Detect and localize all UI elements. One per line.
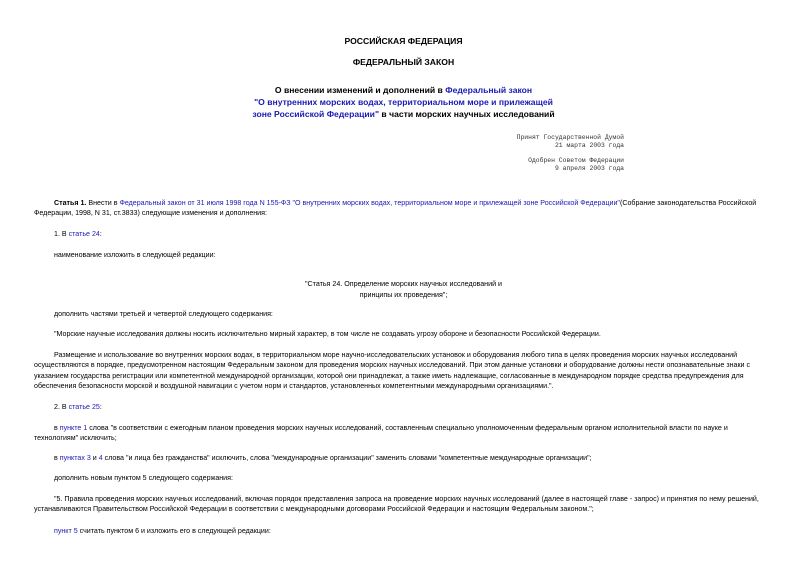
item-1-part-4 bbox=[34, 350, 769, 392]
doc-type-heading: ФЕДЕРАЛЬНЫЙ ЗАКОН bbox=[352, 57, 455, 67]
article-24-link[interactable]: статье 24 bbox=[68, 230, 100, 238]
points-3-4-text: слова "и лица без гражданства" исключить, слова "международные организации" заменить словами "компетентные международные организации"; bbox=[102, 454, 592, 462]
item-2-colon: : bbox=[99, 403, 102, 411]
point-1-text-cont: технологиям" исключить; bbox=[34, 434, 117, 443]
federal-law-link-line3[interactable]: зоне Российской Федерации" bbox=[252, 109, 380, 119]
item-1-name-instruction: наименование изложить в следующей редакции: bbox=[54, 251, 216, 259]
law-155-link[interactable]: Федеральный закон от 31 июля 1998 года N 155-ФЗ "О внутренних морских водах, территориальном море и прилежащей зоне Российской Федерации" bbox=[119, 199, 620, 207]
point-5-link[interactable]: пункт 5 bbox=[54, 527, 78, 535]
duma-adoption: Принят Государственной Думой bbox=[516, 134, 624, 141]
point-1-link[interactable]: пункте 1 bbox=[59, 424, 88, 432]
part-4-line2: осуществляются в порядке, предусмотренном настоящим Федеральным законом для проведения морских научных исследований. При этом данные установки и оборудование должны нести опознавательные знаки с bbox=[34, 361, 751, 370]
federal-law-link-line2[interactable]: "О внутренних морских водах, территориальном море и прилежащей bbox=[254, 97, 553, 107]
point-5-line1: "5. Правила проведения морских научных исследований, включая порядок представления запроса на проведение морских научных исследований (далее в настоящей главе - запрос) и принятия по нему решений, bbox=[54, 495, 759, 503]
article-25-link[interactable]: статье 25 bbox=[68, 403, 100, 411]
item-1-colon: : bbox=[99, 230, 102, 238]
article-1-text: Внести в bbox=[86, 199, 120, 207]
item-2-points-3-4 bbox=[54, 454, 592, 463]
article-24-new-name-line2: принципы их проведения"; bbox=[359, 291, 448, 299]
title-prefix: О внесении изменений и дополнений в bbox=[274, 85, 446, 95]
point-5-line2: устанавливаются Правительством Российской Федерации в соответствии с международными договорами Российской Федерации и настоящим Федеральным законом."; bbox=[34, 505, 594, 514]
article-1-source: (Собрание законодательства Российской bbox=[619, 199, 757, 207]
title-suffix: в части морских научных исследований bbox=[379, 109, 555, 119]
item-2-point-5-text bbox=[34, 494, 769, 515]
item-2-number: 2. В bbox=[54, 403, 69, 411]
duma-date: 21 марта 2003 года bbox=[554, 142, 624, 149]
item-1-supplement: дополнить частями третьей и четвертой следующего содержания: bbox=[54, 310, 273, 318]
point-5-renumber-text: считать пунктом 6 и изложить его в следующей редакции: bbox=[77, 527, 271, 535]
country-heading: РОССИЙСКАЯ ФЕДЕРАЦИЯ bbox=[344, 36, 463, 46]
part-4-line1: Размещение и использование во внутренних морских водах, в территориальном море научно-исследовательских установок и оборудования любого типа в целях проведения морских научных исследований bbox=[54, 351, 738, 359]
point-1-prefix: в bbox=[54, 424, 60, 432]
law-title-line3 bbox=[0, 108, 807, 120]
law-title-line1 bbox=[0, 84, 807, 96]
points-3-4-prefix: в bbox=[54, 454, 60, 462]
council-date: 9 апреля 2003 года bbox=[554, 165, 624, 172]
item-2 bbox=[54, 403, 102, 412]
point-4-link[interactable]: 4 bbox=[98, 454, 103, 462]
item-1-part-3: "Морские научные исследования должны носить исключительно мирный характер, в том числе не создавать угрозу обороне и безопасности Российской Федерации. bbox=[54, 330, 601, 338]
points-and: и bbox=[90, 454, 99, 462]
council-approval: Одобрен Советом Федерации bbox=[528, 157, 624, 164]
item-1-number: 1. В bbox=[54, 230, 69, 238]
item-2-new-point-5: дополнить новым пунктом 5 следующего содержания: bbox=[54, 474, 233, 482]
point-1-text: слова "в соответствии с ежегодным планом проведения морских научных исследований, составленным специально уполномоченным федеральным органом исполнительной власти по науке и bbox=[87, 424, 728, 432]
item-1 bbox=[54, 230, 102, 239]
article-1-source-cont: Федерации, 1998, N 31, ст.3833) следующие изменения и дополнения: bbox=[34, 209, 267, 218]
federal-law-link[interactable]: Федеральный закон bbox=[445, 85, 533, 95]
article-1 bbox=[34, 198, 769, 219]
article-1-label: Статья 1. bbox=[54, 199, 87, 207]
part-4-line3: указанием государства регистрации или компетентной международной организации, которой они принадлежат, а также иметь надлежащие, согласованные в международном порядке средства предупреждения для bbox=[34, 371, 744, 380]
item-2-point-5-renumber bbox=[54, 527, 271, 536]
article-24-new-name-line1: "Статья 24. Определение морских научных исследований и bbox=[305, 280, 502, 288]
part-4-line4: обеспечения безопасности морской и воздушной навигации с учетом норм и стандартов, установленных компетентными международными организациями.". bbox=[34, 382, 554, 391]
item-2-point-1 bbox=[34, 423, 769, 444]
points-3-link[interactable]: пунктах 3 bbox=[59, 454, 91, 462]
law-title-line2 bbox=[0, 96, 807, 108]
